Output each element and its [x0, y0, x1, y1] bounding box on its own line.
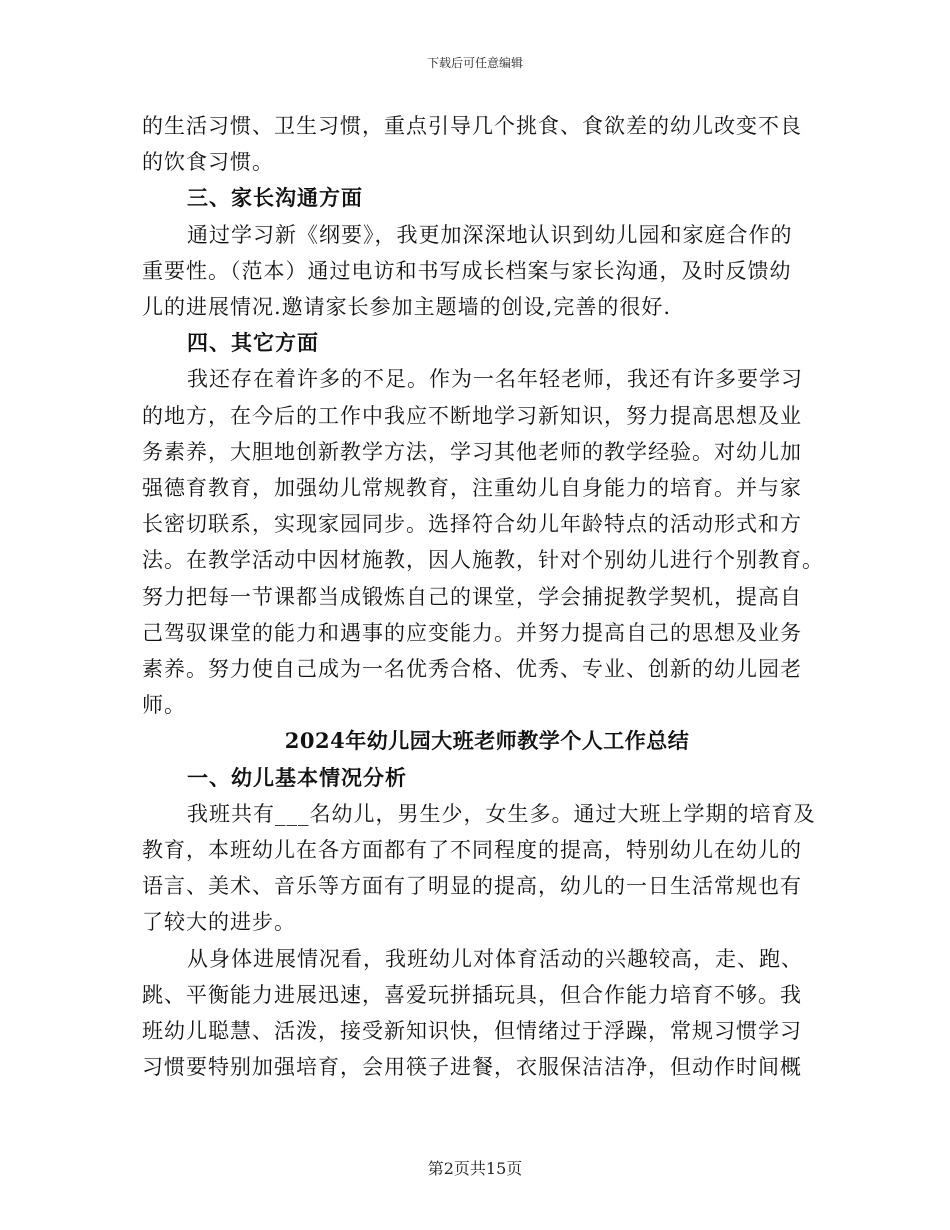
paragraph-line: 我班共有___名幼儿，男生少，女生多。通过大班上学期的培育及 [187, 801, 816, 826]
paragraph-line: 班幼儿聪慧、活泼，接受新知识快，但情绪过于浮躁，常规习惯学习 [142, 1019, 802, 1044]
paragraph-line: 从身体进展情况看，我班幼儿对体育活动的兴趣较高，走、跑、 [187, 946, 803, 971]
paragraph-line: 努力把每一节课都当成锻炼自己的课堂，学会捕捉教学契机，提高自 [142, 584, 802, 609]
paragraph-line: 的饮食习惯。 [142, 150, 274, 175]
section-heading: 四、其它方面 [187, 330, 319, 356]
paragraph-line: 的地方，在今后的工作中我应不断地学习新知识，努力提高思想及业 [142, 403, 802, 428]
paragraph-line: 儿的进展情况.邀请家长参加主题墙的创设,完善的很好. [142, 295, 672, 320]
header-note: 下载后可任意编辑 [426, 56, 523, 70]
paragraph-line: 法。在教学活动中因材施教，因人施教，针对个别幼儿进行个别教育。 [142, 548, 824, 573]
document-body [142, 108, 824, 1085]
paragraph-line: 长密切联系，实现家园同步。选择符合幼儿年龄特点的活动形式和方 [142, 512, 802, 537]
section-heading: 三、家长沟通方面 [187, 185, 363, 211]
paragraph-line: 跳、平衡能力进展迅速，喜爱玩拼插玩具，但合作能力培育不够。我 [142, 982, 802, 1007]
page-number: 第2页共15页 [427, 1159, 523, 1178]
paragraph-line: 务素养，大胆地创新教学方法，学习其他老师的教学经验。对幼儿加 [142, 439, 802, 464]
document-title: 2024年幼儿园大班老师教学个人工作总结 [284, 728, 690, 754]
paragraph-line: 素养。努力使自己成为一名优秀合格、优秀、专业、创新的幼儿园老 [142, 657, 802, 682]
paragraph-line: 的生活习惯、卫生习惯，重点引导几个挑食、食欲差的幼儿改变不良 [142, 114, 802, 138]
paragraph-line: 己驾驭课堂的能力和遇事的应变能力。并努力提高自己的思想及业务 [142, 620, 802, 645]
paragraph-line: 教育，本班幼儿在各方面都有了不同程度的提高，特别幼儿在幼儿的 [142, 838, 802, 863]
paragraph-line: 了较大的进步。 [142, 910, 296, 935]
paragraph-line: 通过学习新《纲要》，我更加深深地认识到幼儿园和家庭合作的 [187, 222, 793, 247]
section-heading: 一、幼儿基本情况分析 [187, 764, 407, 790]
paragraph-line: 习惯要特别加强培育，会用筷子进餐，衣服保洁洁净，但动作时间概 [142, 1055, 802, 1080]
paragraph-line: 我还存在着许多的不足。作为一名年轻老师，我还有许多要学习 [187, 367, 803, 392]
paragraph-line: 重要性。（范本）通过电访和书写成长档案与家长沟通，及时反馈幼 [142, 258, 792, 283]
paragraph-line: 语言、美术、音乐等方面有了明显的提高，幼儿的一日生活常规也有 [142, 874, 802, 899]
paragraph-line: 师。 [142, 693, 186, 718]
paragraph-line: 强德育教育，加强幼儿常规教育，注重幼儿自身能力的培育。并与家 [142, 476, 802, 501]
